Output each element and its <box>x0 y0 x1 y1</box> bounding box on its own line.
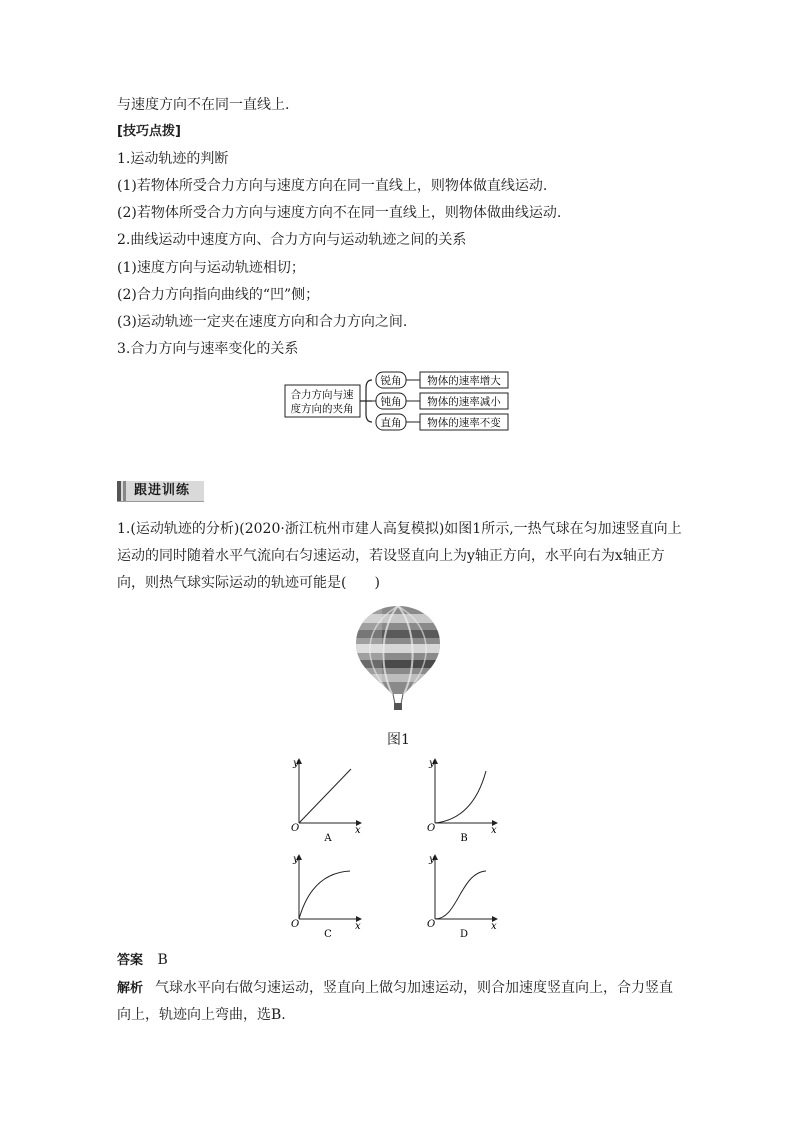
text-line: 与速度方向不在同一直线上. <box>117 97 290 113</box>
result-label-increase: 物体的速率增大 <box>427 375 501 387</box>
banner-accent <box>123 481 126 501</box>
origin-label: O <box>291 919 300 930</box>
text-line: (1)速度方向与运动轨迹相切； <box>117 260 305 276</box>
diagram-root-line1: 合力方向与速 <box>290 389 354 401</box>
option-graphs <box>288 755 508 945</box>
text-line: (3)运动轨迹一定夹在速度方向和合力方向之间. <box>117 314 408 330</box>
figure-caption: 图1 <box>387 732 410 748</box>
graph-option-c <box>291 854 361 940</box>
text-line: (2)若物体所受合力方向与速度方向不在同一直线上，则物体做曲线运动. <box>117 205 562 221</box>
section-label-tips: [技巧点拨] <box>117 124 181 139</box>
trajectory-curve-d <box>435 871 486 919</box>
section-title: 跟进训练 <box>134 483 191 498</box>
banner-accent <box>117 481 121 501</box>
option-label-a: A <box>324 833 332 844</box>
x-axis-label: x <box>355 825 361 836</box>
trajectory-curve-b <box>435 771 486 823</box>
analysis-text: 气球水平向右做匀速运动，竖直向上做匀加速运动，则合加速度竖直向上，合力竖直向上，轨迹向上弯曲，选B. <box>117 980 674 1023</box>
x-axis-label: x <box>355 921 361 932</box>
heading-2: 2.曲线运动中速度方向、合力方向与运动轨迹之间的关系 <box>117 232 467 248</box>
diagram-root-line2: 度方向的夹角 <box>290 403 354 415</box>
origin-label: O <box>291 823 300 834</box>
balloon-basket <box>394 703 402 710</box>
angle-label-acute: 锐角 <box>380 375 402 387</box>
angle-label-right: 直角 <box>380 417 402 429</box>
answer-label: 答案 <box>117 953 144 968</box>
trajectory-curve-c <box>299 871 350 919</box>
text-line: (2)合力方向指向曲线的“凹”侧； <box>117 287 320 303</box>
graph-option-b <box>427 758 497 844</box>
text-line: (1)若物体所受合力方向与速度方向在同一直线上，则物体做直线运动. <box>117 178 548 194</box>
answer-line <box>117 950 168 971</box>
result-label-decrease: 物体的速率减小 <box>427 396 501 408</box>
origin-label: O <box>427 823 436 834</box>
heading-1: 1.运动轨迹的判断 <box>117 151 229 167</box>
option-label-b: B <box>460 833 468 844</box>
trajectory-curve-a <box>299 769 351 823</box>
section-banner <box>117 481 204 502</box>
hot-air-balloon-image <box>352 604 444 712</box>
y-axis-label: y <box>293 854 299 865</box>
x-axis-label: x <box>491 825 497 836</box>
x-axis-label: x <box>491 921 497 932</box>
y-axis-label: y <box>429 758 435 769</box>
graph-option-a <box>291 758 361 844</box>
result-label-unchanged: 物体的速率不变 <box>427 417 501 429</box>
origin-label: O <box>427 919 436 930</box>
y-axis-label: y <box>429 854 435 865</box>
question-text: 1.(运动轨迹的分析)(2020·浙江杭州市建人高复模拟)如图1所示,一热气球在匀加速竖直向上运动的同时随着水平气流向右匀速运动，若设竖直向上为y轴正方向，水平向右为x轴正方向，则热气球实际运动的轨迹可能是( ) <box>117 521 682 591</box>
heading-3: 3.合力方向与速率变化的关系 <box>117 341 299 357</box>
angle-label-obtuse: 钝角 <box>380 396 402 408</box>
y-axis-label: y <box>293 758 299 769</box>
option-label-d: D <box>459 929 469 940</box>
answer-value: B <box>157 952 168 968</box>
analysis-label: 解析 <box>117 981 144 996</box>
analysis-paragraph <box>117 975 682 1029</box>
angle-relationship-diagram <box>280 366 520 436</box>
option-label-c: C <box>324 929 332 940</box>
graph-option-d <box>427 854 497 940</box>
